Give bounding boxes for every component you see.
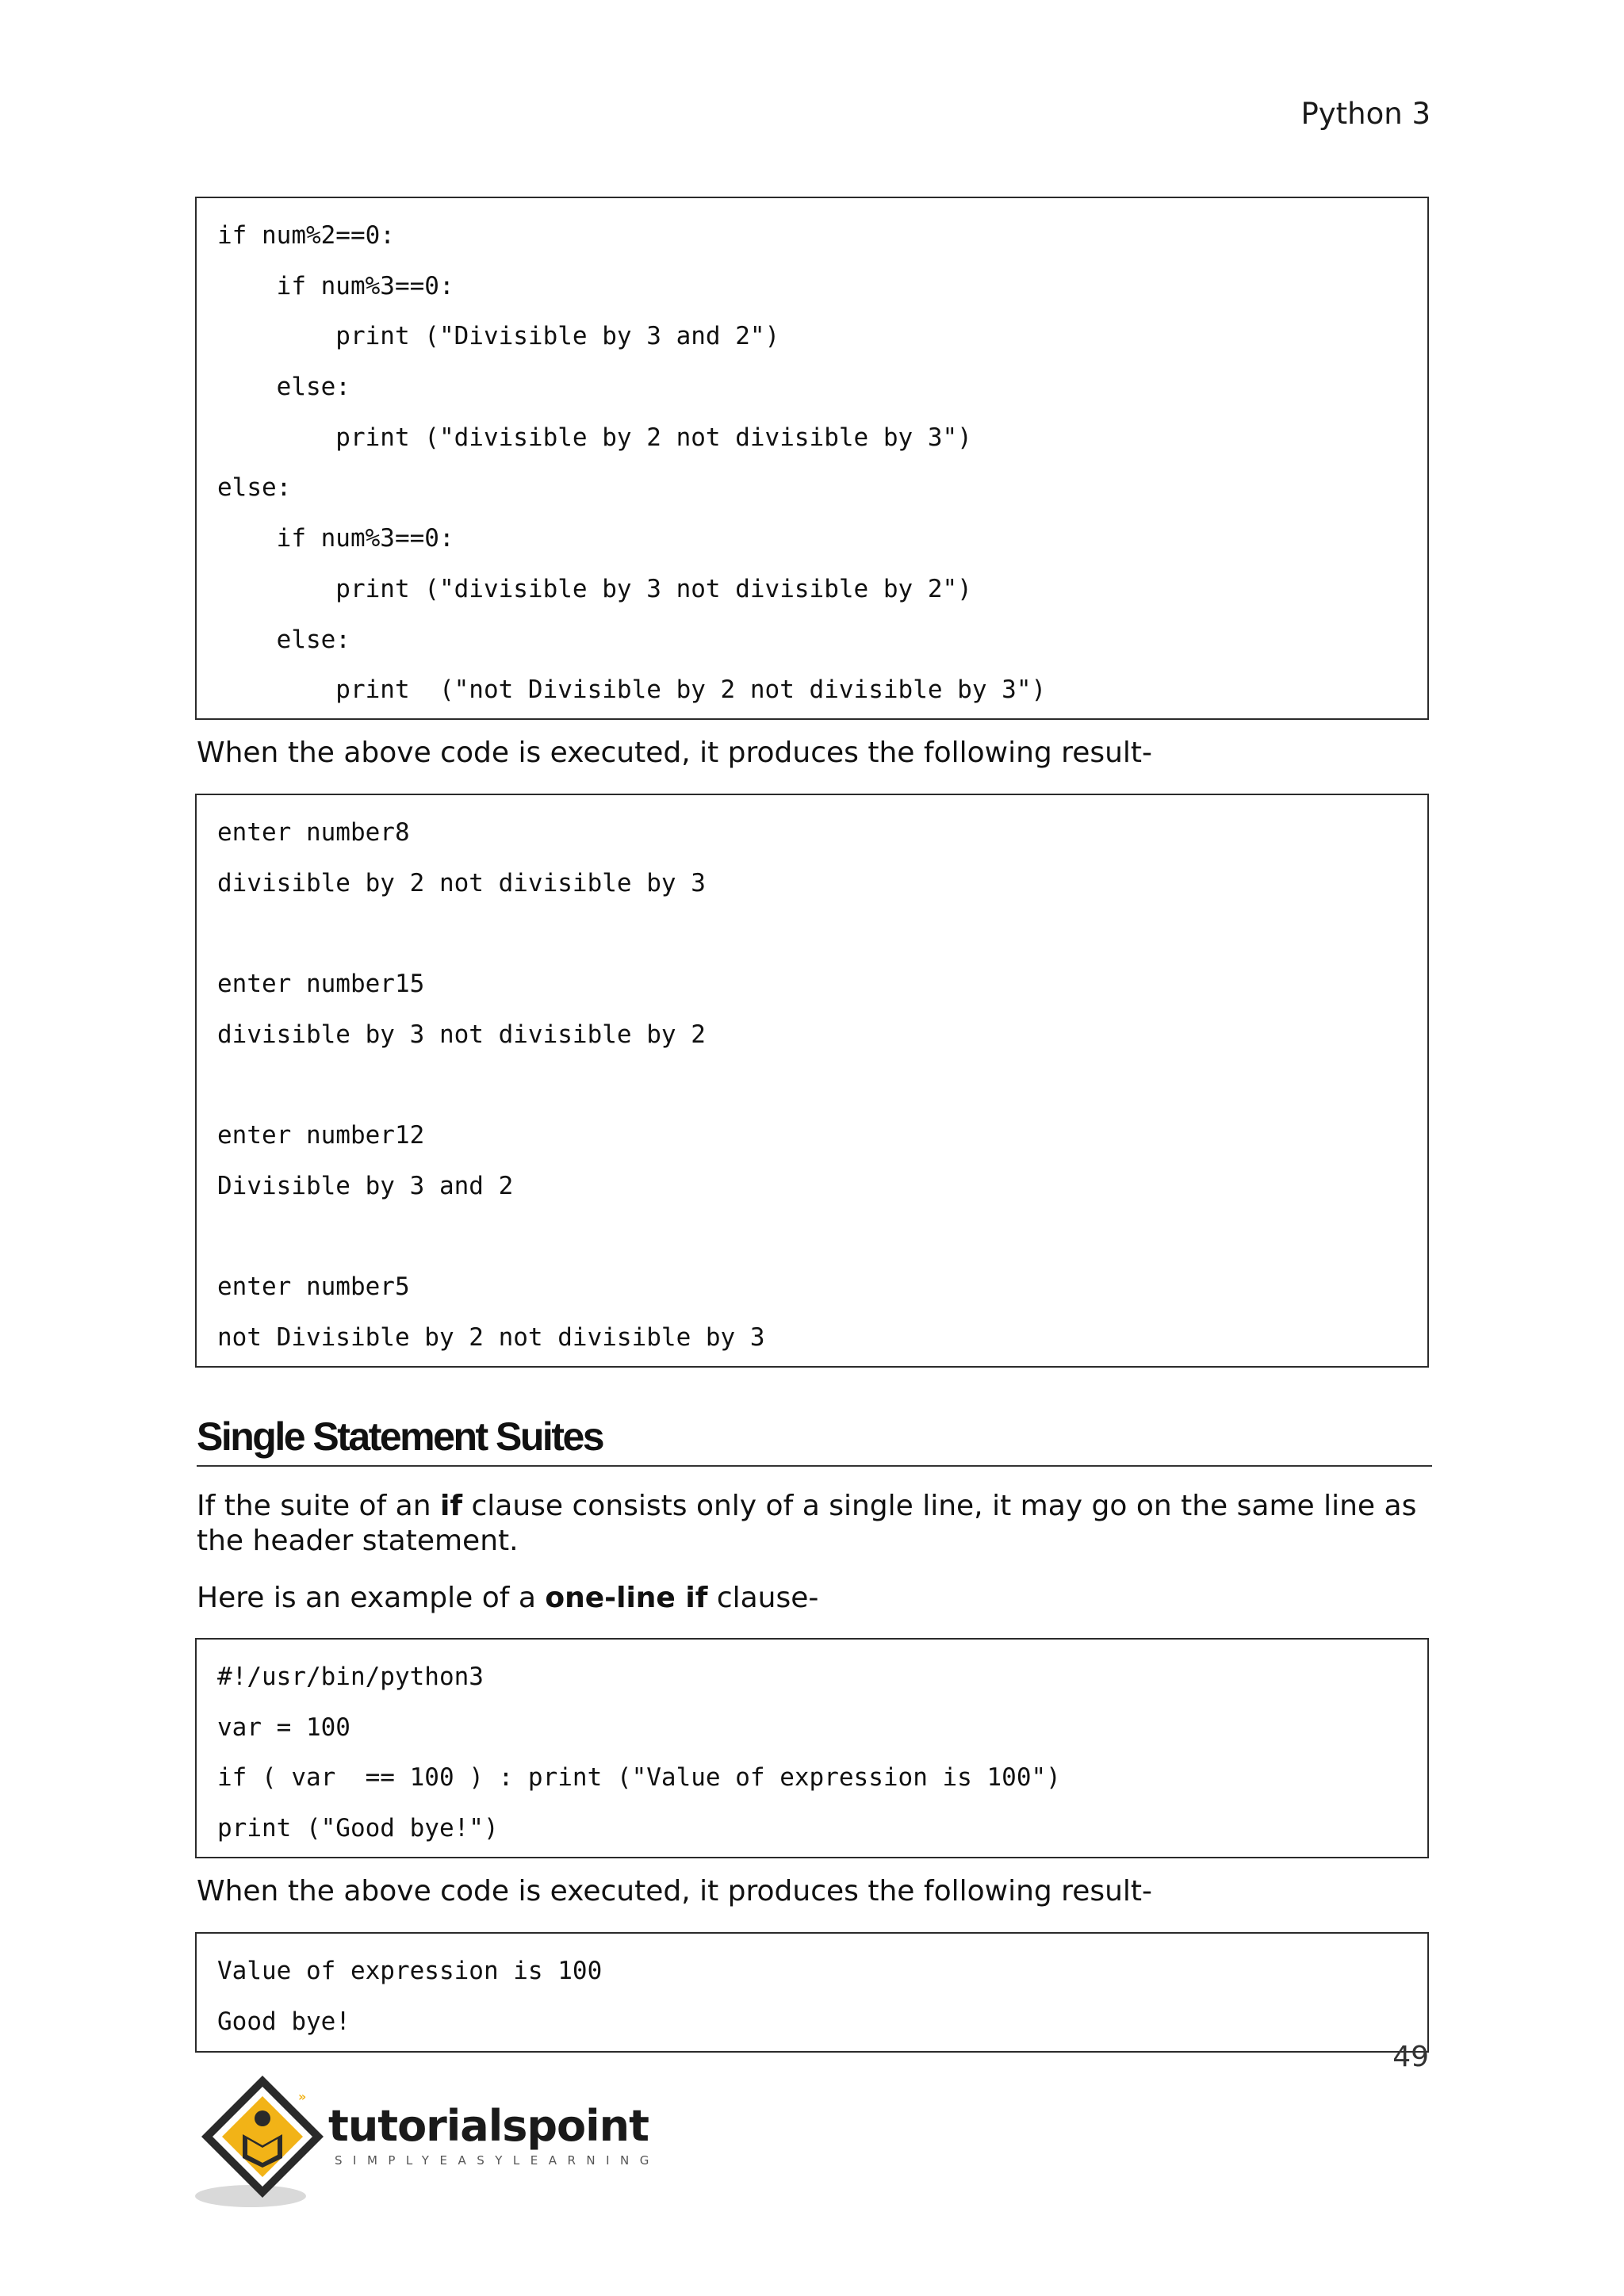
paragraph-suite	[197, 1489, 1431, 1559]
page-number: 49	[1392, 2041, 1429, 2073]
paragraph-text: clause consists only of a single line, it may go on the same line as the header statement.	[197, 1490, 1417, 1557]
output-line: divisible by 2 not divisible by 3	[217, 868, 706, 897]
result-intro: When the above code is executed, it produces the following result-	[197, 1875, 1153, 1908]
code-line: print ("not Divisible by 2 not divisible by 3")	[217, 675, 1047, 705]
output-block	[195, 794, 1429, 1368]
paragraph-text: clause-	[707, 1582, 819, 1614]
paragraph-text: Here is an example of a	[197, 1582, 546, 1614]
output-line: enter number15	[217, 970, 425, 999]
code-line: if num%2==0:	[217, 221, 395, 250]
paragraph-example	[197, 1581, 1431, 1616]
code-line: else:	[217, 373, 350, 402]
code-line: print ("divisible by 2 not divisible by 3")	[217, 423, 972, 452]
output-line: enter number5	[217, 1272, 410, 1302]
output-line	[217, 1060, 1407, 1111]
tutorialspoint-logo	[195, 2069, 660, 2212]
output-block	[195, 1932, 1429, 2053]
code-line: else:	[217, 625, 350, 654]
section-heading: Single Statement Suites	[197, 1413, 1432, 1467]
logo-tagline: SIMPLYEASYLEARNING	[335, 2153, 660, 2168]
output-line: enter number12	[217, 1121, 425, 1150]
output-line: enter number8	[217, 818, 410, 847]
code-line: print ("divisible by 3 not divisible by 2")	[217, 574, 972, 603]
logo-text: tutorialspoint	[328, 2101, 649, 2151]
code-line: print ("Divisible by 3 and 2")	[217, 322, 780, 351]
svg-text:»: »	[298, 2089, 307, 2104]
output-line: not Divisible by 2 not divisible by 3	[217, 1322, 765, 1352]
result-intro: When the above code is executed, it produces the following result-	[197, 737, 1153, 769]
code-block	[195, 197, 1429, 720]
keyword-if: if	[440, 1490, 463, 1522]
logo-wordmark	[328, 2103, 649, 2150]
code-line: print ("Good bye!")	[217, 1814, 499, 1843]
code-line: var = 100	[217, 1712, 350, 1742]
output-line: Divisible by 3 and 2	[217, 1171, 514, 1200]
code-line: #!/usr/bin/python3	[217, 1663, 484, 1691]
output-line: Good bye!	[217, 2007, 350, 2036]
code-line: else:	[217, 473, 292, 503]
paragraph-text: If the suite of an	[197, 1490, 441, 1522]
keyword-one-line-if: one-line if	[545, 1582, 708, 1614]
code-line: if ( var == 100 ) : print ("Value of expression is 100")	[217, 1763, 1061, 1793]
output-line	[217, 1212, 1407, 1263]
code-line: if num%3==0:	[217, 524, 454, 553]
running-header: Python 3	[1300, 97, 1431, 131]
output-line: divisible by 3 not divisible by 2	[217, 1020, 706, 1049]
code-line: if num%3==0:	[217, 271, 454, 300]
output-line	[217, 909, 1407, 959]
output-line: Value of expression is 100	[217, 1957, 603, 1985]
code-block	[195, 1638, 1429, 1858]
